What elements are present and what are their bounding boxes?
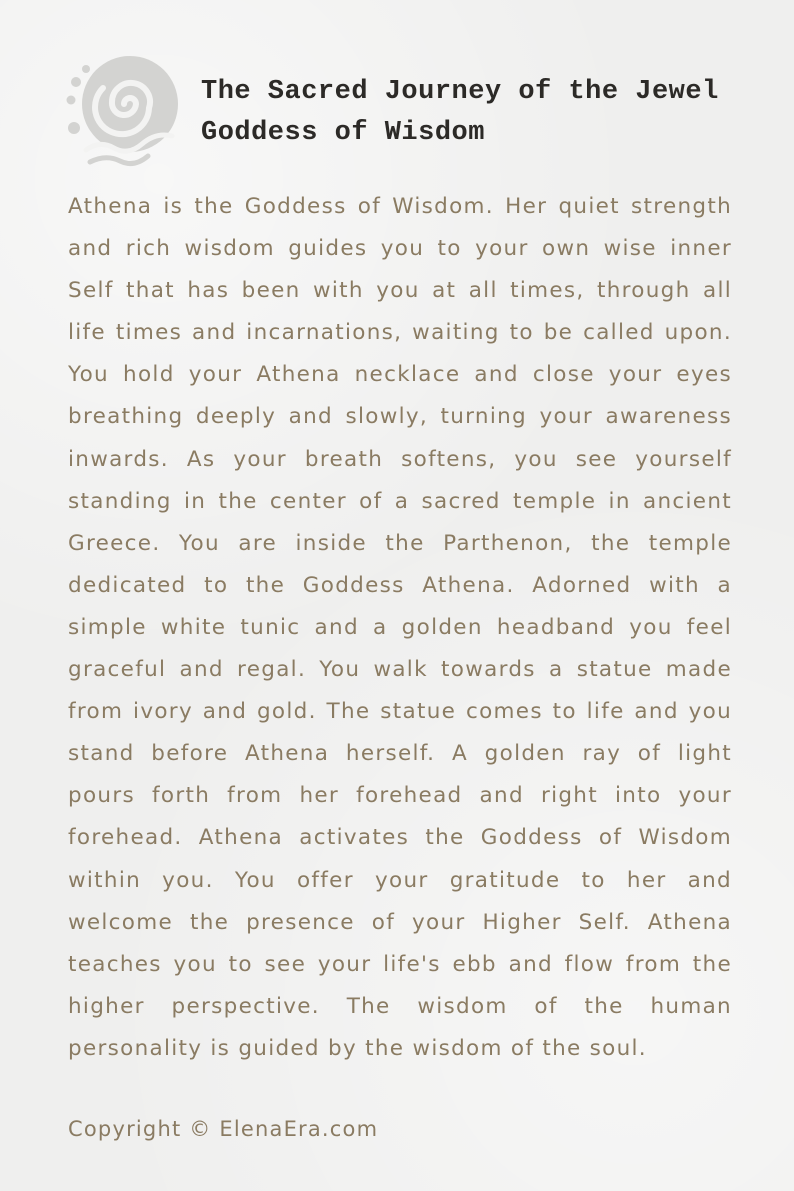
- body-paragraph: Athena is the Goddess of Wisdom. Her quiet strength and rich wisdom guides you to your own wise inner Self that has been with you at all times, through all life times and incarnations, waiting to be called upon. You hold your Athena necklace and close your eyes breathing deeply and slowly, turning your awareness inwards. As your breath softens, you see yourself standing in the center of a sacred temple in ancient Greece. You are inside the Parthenon, the temple dedicated to the Goddess Athena. Adorned with a simple white tunic and a golden headband you feel graceful and regal. You walk towards a statue made from ivory and gold. The statue comes to life and you stand before Athena herself. A golden ray of light pours forth from her forehead and right into your forehead. Athena activates the Goddess of Wisdom within you. You offer your gratitude to her and welcome the presence of your Higher Self. Athena teaches you to see your life's ebb and flow from the higher perspective. The wisdom of the human personality is guided by the wisdom of the soul.: [68, 194, 732, 1061]
- page-title: [201, 72, 781, 154]
- title-line-1: The Sacred Journey of the Jewel: [201, 77, 719, 107]
- spiral-swirl-icon: [60, 52, 188, 170]
- title-line-2: Goddess of Wisdom: [201, 118, 485, 148]
- copyright-notice: Copyright © ElenaEra.com: [68, 1117, 379, 1141]
